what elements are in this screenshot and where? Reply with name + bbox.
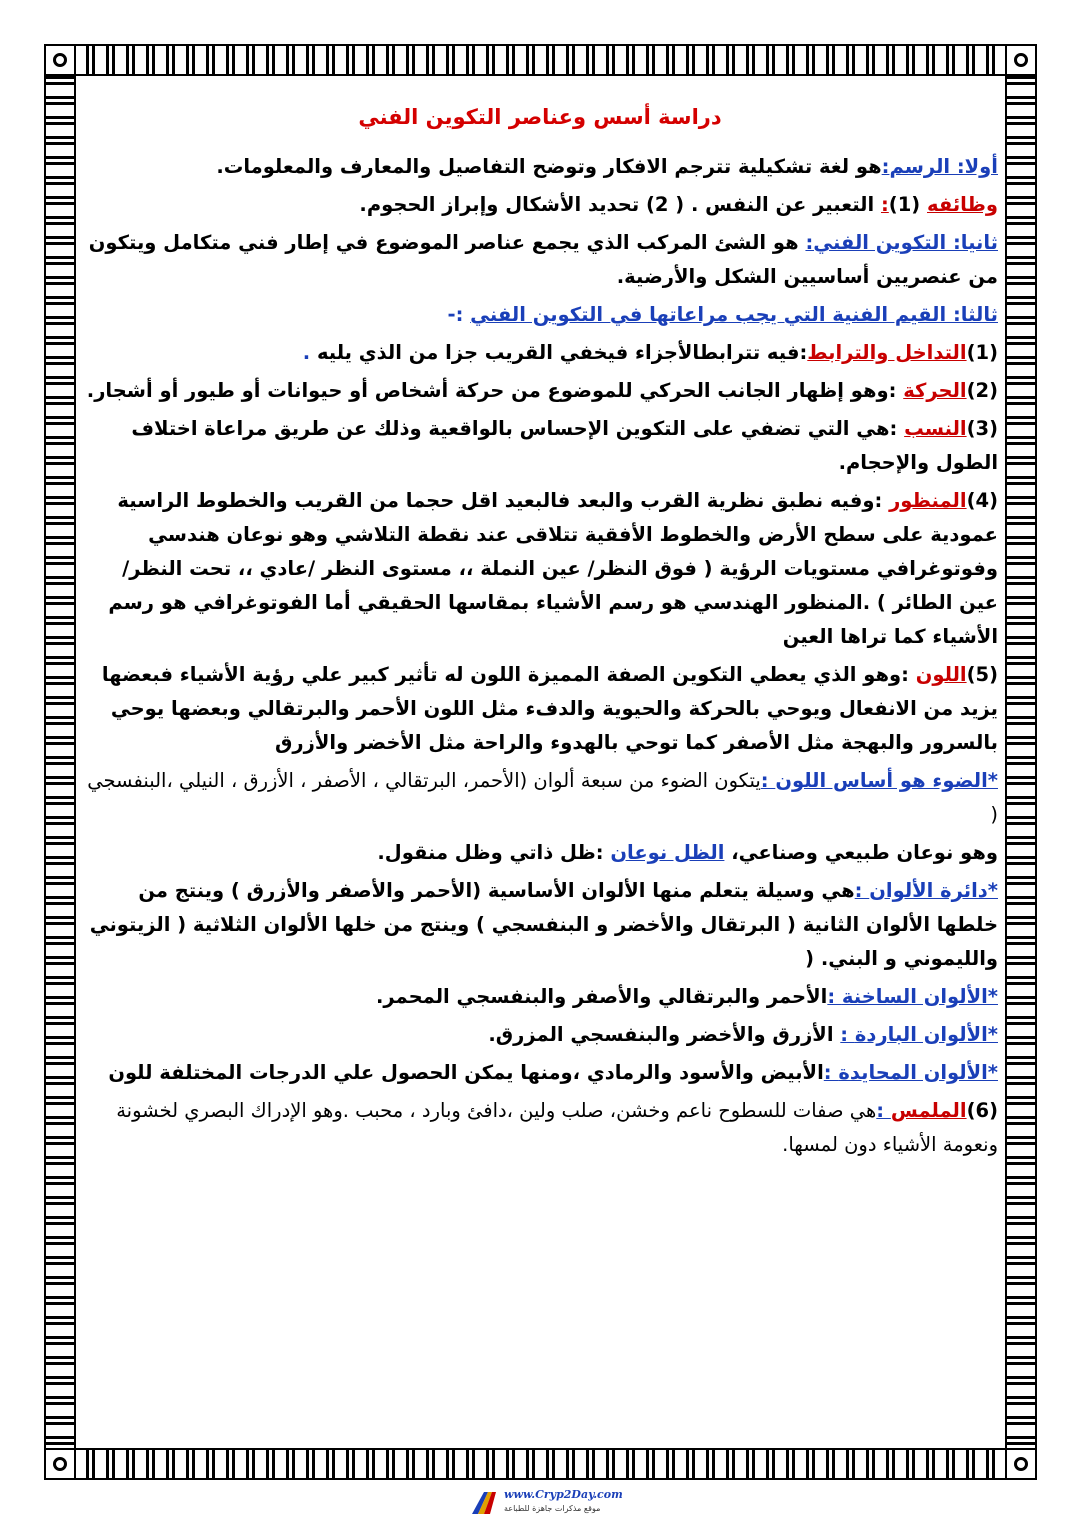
paragraph-light: *الضوء هو أساس اللون :يتكون الضوء من سبعة ألوان (الأحمر، البرتقالي ، الأصفر ، الأزرق ، النيلي ،البنفسجي (: [87, 769, 998, 826]
paragraph-functions: وظائفه (1): التعبير عن النفس . ( 2) تحديد الأشكال وإبراز الحجوم.: [359, 193, 998, 216]
paragraph-warm-colors: *الألوان الساخنة :الأحمر والبرتقالي والأصفر والبنفسجي المحمر.: [375, 985, 998, 1008]
corner-ornament: [1005, 1448, 1037, 1480]
paragraph-drawing: أولا: الرسم:هو لغة تشكيلية تترجم الافكار وتوضح التفاصيل والمعارف والمعلومات.: [216, 155, 998, 178]
paragraph-values-heading: ثالثا: القيم الفنية التي يجب مراعاتها في التكوين الفني :-: [447, 303, 998, 326]
paragraph-neutral-colors: *الألوان المحايدة :الأبيض والأسود والرمادي ،ومنها يمكن الحصول علي الدرجات المختلفة للون: [108, 1061, 998, 1084]
list-item-texture: (6)الملمس :هي صفات للسطوح ناعم وخشن، صلب ولين ،دافئ وبارد ، محبب .وهو الإدراك البصري لخشونة ونعومة الأشياء دون لمسها.: [116, 1099, 998, 1156]
border-right: [1005, 74, 1037, 1450]
paragraph-color-wheel: *دائرة الألوان :هي وسيلة يتعلم منها الألوان الأساسية (الأحمر والأصفر والأزرق ) وينتج من خلطها الألوان الثانية ( البرتقال والأخضر و البنفسجي ) وينتج من خلها الألوان الثلاثية ( الزيتوني والليموني و البني. (: [89, 879, 998, 970]
list-item-movement: (2)الحركة :وهو إظهار الجانب الحركي للموضوع من حركة أشخاص أو حيوانات أو طيور أو أشجار.: [86, 379, 998, 402]
footer-watermark: [470, 1486, 630, 1522]
border-top: [44, 44, 1037, 76]
list-item-color: (5)اللون :وهو الذي يعطي التكوين الصفة المميزة اللون له تأثير كبير علي رؤية الأشياء فبعضها يزيد من الانفعال ويوحي بالحركة والحيوية والدفء مثل اللون الأحمر والبرتقالي وبعضها يوحي بالسرور والبهجة مثل الأصفر كما توحي بالهدوء والراحة مثل الأخضر والأزرق: [101, 663, 998, 754]
border-bottom: [44, 1448, 1037, 1480]
footer-url: www.Cryp2Day.com: [504, 1488, 623, 1501]
corner-ornament: [1005, 44, 1037, 76]
paragraph-shadow: وهو نوعان طبيعي وصناعي، الظل نوعان :ظل ذاتي وظل منقول.: [377, 841, 998, 864]
list-item-overlap: (1)التداخل والترابط:فيه تترابطالأجزاء فيخفي القريب جزا من الذي يليه .: [302, 341, 998, 364]
border-left: [44, 74, 76, 1450]
site-logo-icon: [470, 1488, 500, 1518]
document-body: [82, 100, 998, 1162]
list-item-perspective: (4)المنظور :وفيه نطبق نظرية القرب والبعد فالبعيد اقل حجما من القريب والخطوط الراسية عمودية على سطح الأرض والخطوط الأفقية تتلاقى عند نقطة التلاشي وهو نوعان هندسي وفوتوغرافي مستويات الرؤية ( فوق النظر/ عين النملة ،، مستوى النظر /عادي ،، تحت النظر/ عين الطائر ) .المنظور الهندسي هو رسم الأشياء بمقاسها الحقيقي أما الفوتوغرافي هو رسم الأشياء كما تراها العين: [108, 489, 998, 648]
paragraph-cold-colors: *الألوان الباردة : الأزرق والأخضر والبنفسجي المزرق.: [488, 1023, 998, 1046]
corner-ornament: [44, 44, 76, 76]
footer-tagline: موقع مذكرات جاهزة للطباعة: [504, 1504, 601, 1513]
list-item-proportion: (3)النسب :هي التي تضفي على التكوين الإحساس بالواقعية وذلك عن طريق مراعاة اختلاف الطول والإحجام.: [131, 417, 998, 474]
page-title: دراسة أسس وعناصر التكوين الفني: [358, 105, 722, 129]
paragraph-composition: ثانيا: التكوين الفني: هو الشئ المركب الذي يجمع عناصر الموضوع في إطار فني متكامل ويتكون من عنصريين أساسيين الشكل والأرضية.: [88, 231, 998, 288]
corner-ornament: [44, 1448, 76, 1480]
